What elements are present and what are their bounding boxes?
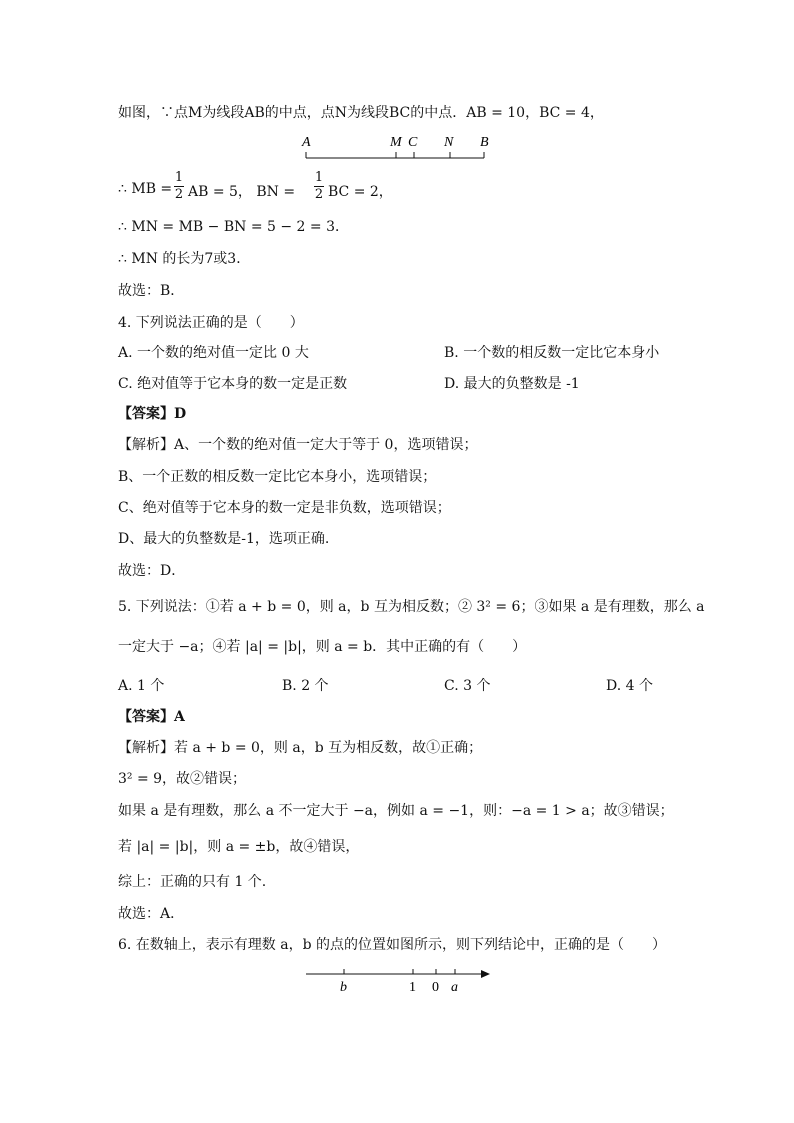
- q5-option-b: B. 2 个: [282, 678, 329, 694]
- q5-stem-line1: 5. 下列说法：①若 a + b = 0，则 a，b 互为相反数；② 3² = 6；③如果 a 是有理数，那么 a: [118, 599, 705, 615]
- q5-analysis-line: 若 |a| = |b|，则 a = ±b，故④错误，: [118, 839, 360, 855]
- q3-step1-mid: AB = 5， BN =: [188, 184, 296, 200]
- fraction-numerator: 1: [314, 170, 324, 185]
- axis-label-b: b: [340, 980, 347, 995]
- q3-step2: ∴ MN = MB − BN = 5 − 2 = 3．: [118, 219, 349, 235]
- number-line: [300, 962, 495, 996]
- q5-analysis-line: 3² = 9，故②错误；: [118, 771, 247, 787]
- q5-analysis-line: 综上：正确的只有 1 个.: [118, 874, 267, 890]
- q5-option-c: C. 3 个: [444, 678, 491, 694]
- fraction-numerator: 1: [174, 170, 184, 185]
- axis-label-zero: 0: [432, 980, 439, 995]
- q5-stem-line2: 一定大于 −a；④若 |a| = |b|，则 a = b．其中正确的有（ ）: [118, 639, 527, 655]
- fraction-denominator: 2: [174, 187, 184, 202]
- fraction-half-1: [174, 170, 184, 203]
- q4-choice: 故选：D．: [118, 563, 186, 579]
- q5-analysis-line: 如果 a 是有理数，那么 a 不一定大于 −a，例如 a = −1，则：−a = 1 > a；故③错误；: [118, 803, 674, 819]
- q4-option-d: D. 最大的负整数是 -1: [444, 376, 580, 392]
- q3-step1-tail: BC = 2，: [328, 184, 393, 200]
- point-label-c: C: [408, 135, 418, 150]
- q3-intro: 如图，∵点M为线段AB的中点，点N为线段BC的中点．AB = 10，BC = 4，: [118, 105, 604, 121]
- segment-diagram: [296, 132, 496, 162]
- q5-option-d: D. 4 个: [606, 678, 653, 694]
- q5-option-a: A. 1 个: [118, 678, 165, 694]
- q6-stem: 6. 在数轴上，表示有理数 a，b 的点的位置如图所示，则下列结论中，正确的是（ ）: [118, 937, 667, 953]
- q4-option-a: A. 一个数的绝对值一定比 0 大: [118, 345, 309, 361]
- fraction-half-2: [314, 170, 324, 203]
- q4-analysis-line: C、绝对值等于它本身的数一定是非负数，选项错误；: [118, 500, 451, 516]
- q4-option-b: B. 一个数的相反数一定比它本身小: [444, 345, 660, 361]
- q4-option-c: C. 绝对值等于它本身的数一定是正数: [118, 376, 348, 392]
- point-label-a: A: [302, 135, 311, 150]
- fraction-denominator: 2: [314, 187, 324, 202]
- q3-step3: ∴ MN 的长为7或3．: [118, 251, 251, 267]
- axis-label-one: 1: [409, 980, 416, 995]
- q5-analysis-line: 【解析】若 a + b = 0，则 a，b 互为相反数，故①正确；: [118, 740, 483, 756]
- q3-step1-prefix: ∴ MB =: [118, 181, 173, 197]
- q5-choice: 故选：A．: [118, 906, 185, 922]
- point-label-b: B: [480, 135, 489, 150]
- point-label-n: N: [444, 135, 454, 150]
- q4-analysis-line: B、一个正数的相反数一定比它本身小，选项错误；: [118, 469, 437, 485]
- q4-stem: 4. 下列说法正确的是（ ）: [118, 315, 304, 331]
- q5-answer: 【答案】A: [118, 709, 185, 725]
- q3-choice: 故选：B．: [118, 283, 185, 299]
- point-label-m: M: [390, 135, 402, 150]
- q4-analysis-line: D、最大的负整数是-1，选项正确.: [118, 531, 330, 547]
- axis-label-a: a: [451, 980, 458, 995]
- q4-analysis-line: 【解析】A、一个数的绝对值一定大于等于 0，选项错误；: [118, 437, 478, 453]
- q4-answer: 【答案】D: [118, 406, 187, 422]
